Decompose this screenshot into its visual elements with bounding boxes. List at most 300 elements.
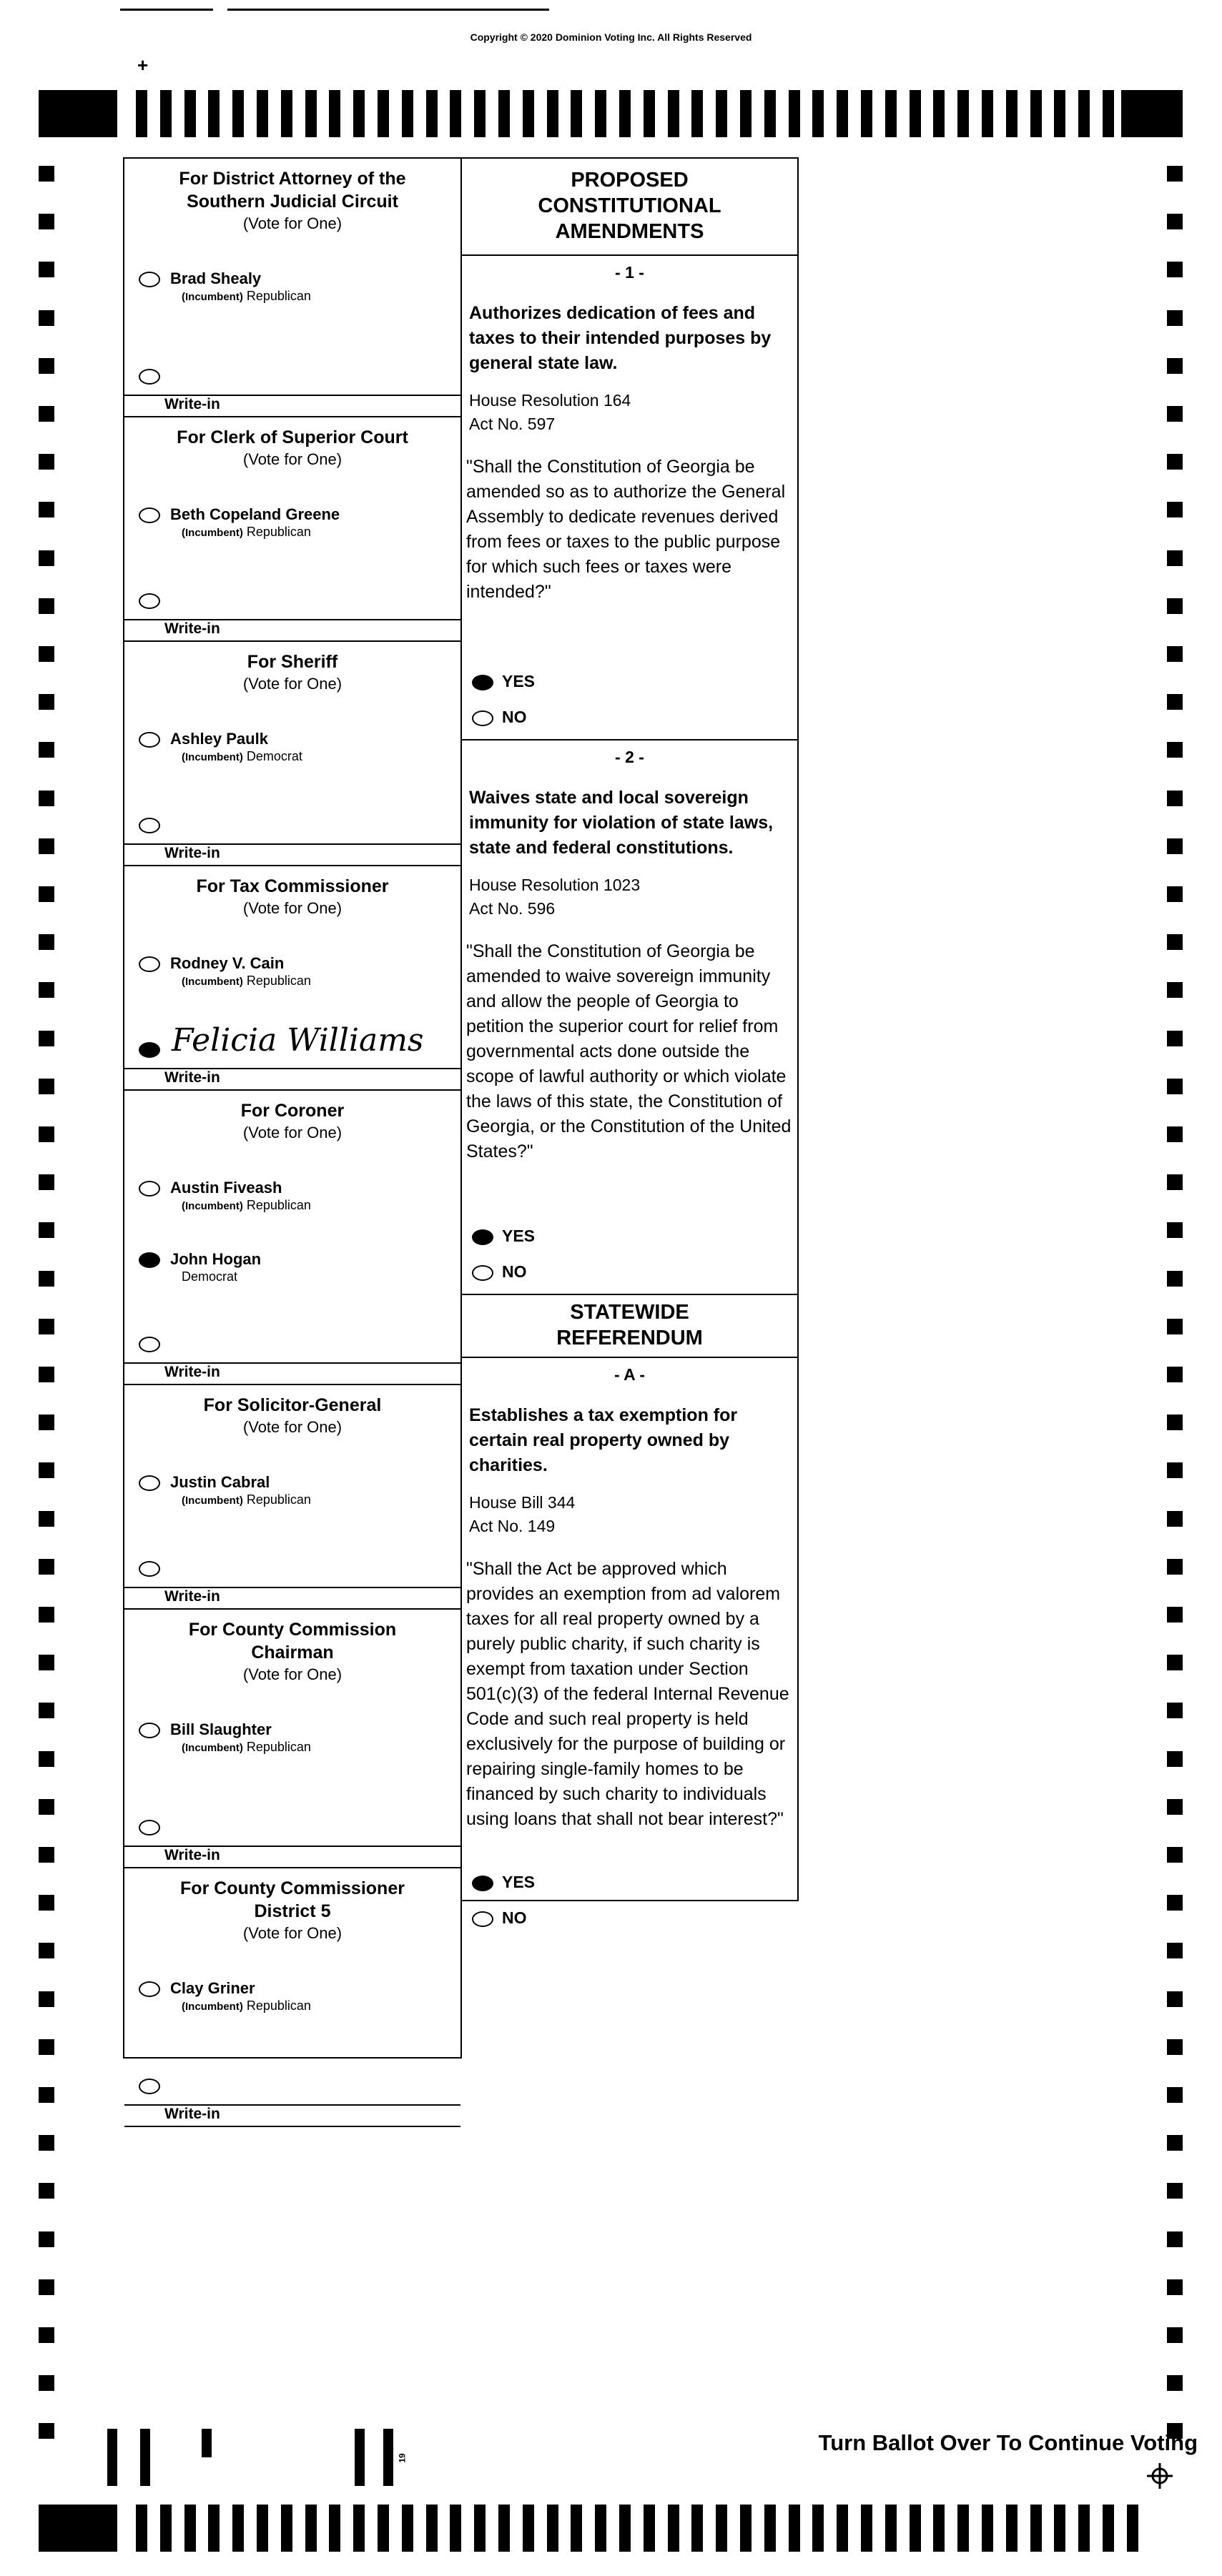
timing-mark (160, 2505, 172, 2552)
timing-mark (329, 90, 340, 137)
side-timing-mark (39, 886, 54, 902)
timing-mark (861, 2505, 872, 2552)
side-timing-mark (1167, 1222, 1183, 1238)
side-timing-mark (39, 982, 54, 998)
timing-mark (764, 90, 776, 137)
side-timing-mark (1167, 1607, 1183, 1623)
option-no[interactable] (462, 702, 797, 738)
write-in-label: Write-in (164, 1364, 220, 1380)
timing-mark (595, 90, 606, 137)
write-in-label: Write-in (164, 845, 220, 861)
side-timing-mark (39, 2087, 54, 2103)
side-timing-mark (1167, 838, 1183, 854)
contest (124, 1394, 460, 1610)
timing-mark (1054, 2505, 1065, 2552)
timing-mark (957, 90, 969, 137)
side-timing-mark (39, 262, 54, 277)
timing-mark (691, 90, 703, 137)
side-timing-mark (1167, 646, 1183, 662)
side-timing-mark (1167, 214, 1183, 229)
candidate-affiliation (182, 1269, 237, 1284)
side-timing-mark (1167, 742, 1183, 758)
timing-mark (837, 90, 848, 137)
incumbent-label: (Incumbent) (182, 976, 243, 988)
contest-title-line: For Coroner (240, 1101, 345, 1121)
side-timing-mark (39, 1895, 54, 1911)
candidate-affiliation (182, 749, 302, 764)
timing-mark (885, 90, 897, 137)
timing-block (1121, 90, 1183, 137)
vote-oval[interactable] (472, 675, 493, 690)
candidate-affiliation (182, 974, 311, 989)
contest-title (124, 167, 460, 213)
vote-oval[interactable] (139, 1981, 160, 1997)
side-timing-mark (1167, 406, 1183, 422)
timing-mark (353, 90, 365, 137)
reference-line: Act No. 149 (469, 1517, 556, 1535)
side-timing-mark (1167, 1174, 1183, 1190)
contest (124, 1877, 460, 2127)
side-timing-mark (39, 358, 54, 374)
timing-mark (716, 90, 727, 137)
side-timing-mark (1167, 598, 1183, 614)
vote-oval[interactable] (472, 1876, 493, 1891)
header-line: CONSTITUTIONAL (538, 194, 721, 217)
incumbent-label: (Incumbent) (182, 1495, 243, 1507)
timing-mark (257, 2505, 268, 2552)
timing-mark (450, 2505, 461, 2552)
timing-mark (595, 2505, 606, 2552)
timing-mark (547, 90, 558, 137)
contest (124, 426, 460, 642)
reference-line: Act No. 597 (469, 415, 556, 433)
side-timing-mark (1167, 2375, 1183, 2391)
vote-for-instruction: (Vote for One) (242, 1418, 343, 1436)
side-timing-mark (39, 166, 54, 182)
incumbent-label: (Incumbent) (182, 527, 243, 539)
timing-mark (232, 2505, 244, 2552)
side-timing-mark (39, 502, 54, 517)
timing-mark (910, 2505, 921, 2552)
side-timing-mark (39, 1462, 54, 1478)
side-timing-mark (1167, 262, 1183, 277)
candidate-name: Bill Slaughter (170, 1720, 272, 1738)
party-label: Republican (246, 1740, 311, 1754)
side-timing-mark (1167, 2039, 1183, 2055)
timing-mark (910, 90, 921, 137)
vote-oval[interactable] (472, 1911, 493, 1927)
timing-mark (474, 2505, 486, 2552)
side-timing-mark (39, 742, 54, 758)
timing-mark (885, 2505, 897, 2552)
timing-mark (1030, 90, 1042, 137)
candidate-name: Beth Copeland Greene (170, 505, 340, 523)
contest-title (124, 1099, 460, 1122)
timing-mark (378, 90, 389, 137)
write-in-oval[interactable] (139, 1337, 160, 1352)
side-timing-mark (1167, 1319, 1183, 1334)
timing-mark (1103, 2505, 1114, 2552)
side-timing-mark (1167, 358, 1183, 374)
side-timing-mark (1167, 454, 1183, 470)
write-in-oval[interactable] (139, 1561, 160, 1577)
incumbent-label: (Incumbent) (182, 1200, 243, 1212)
side-timing-mark (1167, 1799, 1183, 1815)
reference-line: House Resolution 1023 (469, 876, 641, 894)
side-timing-mark (39, 791, 54, 806)
option-no[interactable] (462, 1903, 797, 1938)
candidate-affiliation (182, 289, 311, 304)
timing-mark (861, 90, 872, 137)
side-timing-mark (39, 1559, 54, 1575)
timing-mark (1127, 2505, 1138, 2552)
question-number: - 2 - (615, 748, 644, 766)
side-timing-mark (39, 214, 54, 229)
option-yes[interactable] (462, 1867, 797, 1903)
vote-oval[interactable] (472, 1229, 493, 1245)
referendum-header (462, 1295, 797, 1358)
side-timing-mark (1167, 1462, 1183, 1478)
timing-mark (426, 90, 438, 137)
side-timing-mark (39, 310, 54, 326)
side-timing-mark (1167, 2135, 1183, 2151)
reference-line: House Bill 344 (469, 1493, 576, 1512)
reference-line: Act No. 596 (469, 899, 556, 918)
side-timing-mark (39, 1319, 54, 1334)
side-timing-mark (39, 2039, 54, 2055)
timing-mark (281, 90, 292, 137)
side-timing-mark (39, 694, 54, 710)
timing-mark (933, 90, 945, 137)
timing-mark (740, 90, 752, 137)
side-timing-mark (39, 1847, 54, 1863)
vote-oval[interactable] (139, 1475, 160, 1491)
contest-title-line: For Tax Commissioner (196, 876, 389, 896)
copyright-notice: Copyright © 2020 Dominion Voting Inc. All Rights Reserved (470, 31, 752, 43)
side-timing-mark (1167, 310, 1183, 326)
side-timing-mark (1167, 1655, 1183, 1670)
header-line: PROPOSED (571, 169, 689, 192)
incumbent-label: (Incumbent) (182, 2001, 243, 2013)
party-label: Democrat (182, 1269, 238, 1284)
write-in-label: Write-in (164, 396, 220, 412)
question-summary: Establishes a tax exemption for certain real property owned by charities. (469, 1405, 738, 1475)
side-timing-mark (1167, 1415, 1183, 1430)
contest-title-line: Chairman (251, 1643, 334, 1663)
header-line: AMENDMENTS (555, 220, 704, 243)
option-label: NO (502, 708, 527, 726)
write-in-oval[interactable] (139, 369, 160, 385)
code-mark (202, 2429, 212, 2457)
question-text: "Shall the Act be approved which provides an exemption from ad valorem taxes for all real property owned by a purely public charity, if such charity is exempt from taxation under Section 501(c)(3) of the federal Internal Revenue Code and such real property is held exclusively for the purpose of building or repairing single-family homes to be financed by such charity to individuals using loans that shall not bear interest?" (466, 1559, 789, 1829)
question-number: - A - (614, 1365, 645, 1384)
referendum-a (462, 1365, 797, 1944)
contest-title (124, 650, 460, 673)
questions-column (460, 157, 799, 1927)
side-timing-mark (1167, 1511, 1183, 1527)
reference-line: House Resolution 164 (469, 391, 631, 410)
vote-for-instruction: (Vote for One) (242, 450, 343, 468)
option-yes[interactable] (462, 1221, 797, 1257)
question-summary: Authorizes dedication of fees and taxes to their intended purposes by general state law. (469, 303, 772, 373)
candidate-name: Clay Griner (170, 1979, 255, 1997)
write-in-label: Write-in (164, 2106, 220, 2122)
write-in-label: Write-in (164, 1847, 220, 1863)
contest-title-line: For County Commission (188, 1620, 397, 1640)
amendment-2 (462, 748, 797, 1295)
candidate-affiliation (182, 1492, 311, 1507)
registration-plus: + (137, 54, 149, 76)
side-timing-mark (39, 1799, 54, 1815)
side-timing-mark (1167, 1847, 1183, 1863)
contest (124, 875, 460, 1091)
contest-title-line: For Solicitor-General (203, 1395, 382, 1415)
timing-mark (933, 2505, 945, 2552)
amendment-1 (462, 263, 797, 740)
side-timing-mark (1167, 1031, 1183, 1046)
option-label: YES (502, 1873, 536, 1891)
question-reference (469, 873, 790, 921)
timing-mark (498, 2505, 510, 2552)
option-label: YES (502, 672, 536, 690)
side-timing-mark (39, 550, 54, 566)
timing-mark (232, 90, 244, 137)
timing-mark (1006, 90, 1017, 137)
contest-title (124, 1618, 460, 1664)
side-timing-mark (1167, 2231, 1183, 2247)
question-reference (469, 1491, 790, 1538)
code-mark (107, 2429, 117, 2486)
side-timing-mark (39, 2423, 54, 2439)
candidate-name: Justin Cabral (170, 1473, 270, 1491)
page-code: 19 (397, 2453, 408, 2463)
candidate-name: Austin Fiveash (170, 1179, 282, 1197)
timing-mark (812, 2505, 824, 2552)
contest-title-line: Southern Judicial Circuit (187, 192, 398, 212)
vote-for-instruction: (Vote for One) (242, 1924, 343, 1942)
timing-mark (523, 90, 534, 137)
party-label: Republican (246, 525, 311, 539)
timing-mark (523, 2505, 534, 2552)
timing-mark (837, 2505, 848, 2552)
side-timing-mark (1167, 502, 1183, 517)
side-timing-mark (1167, 1079, 1183, 1094)
side-timing-mark (39, 1943, 54, 1958)
side-timing-mark (39, 406, 54, 422)
timing-mark (184, 2505, 196, 2552)
side-timing-mark (1167, 1751, 1183, 1767)
side-timing-mark (39, 838, 54, 854)
header-line: REFERENDUM (556, 1327, 703, 1349)
timing-mark (136, 90, 147, 137)
side-timing-mark (39, 1655, 54, 1670)
timing-block (39, 90, 117, 137)
timing-mark (668, 2505, 679, 2552)
vote-oval[interactable] (139, 1252, 160, 1268)
vote-oval[interactable] (139, 272, 160, 287)
timing-mark (1078, 2505, 1090, 2552)
timing-mark (619, 90, 631, 137)
timing-mark (208, 2505, 220, 2552)
vote-for-instruction: (Vote for One) (242, 1665, 343, 1683)
contest-title-line: For Clerk of Superior Court (177, 427, 408, 447)
incumbent-label: (Incumbent) (182, 751, 243, 763)
side-timing-mark (39, 2231, 54, 2247)
timing-mark (1006, 2505, 1017, 2552)
timing-mark (353, 2505, 365, 2552)
timing-mark (619, 2505, 631, 2552)
timing-mark (474, 90, 486, 137)
top-timing-marks (0, 90, 1222, 142)
side-timing-mark (39, 1367, 54, 1382)
timing-mark (184, 90, 196, 137)
candidate-affiliation (182, 1998, 311, 2013)
side-timing-mark (1167, 1703, 1183, 1718)
candidate-affiliation (182, 1198, 311, 1213)
side-timing-mark (39, 934, 54, 950)
write-in-label: Write-in (164, 1069, 220, 1086)
side-timing-mark (39, 2279, 54, 2295)
timing-mark (402, 2505, 413, 2552)
vote-oval[interactable] (139, 507, 160, 523)
vote-oval[interactable] (472, 710, 493, 726)
side-timing-mark (39, 1174, 54, 1190)
side-timing-mark (39, 1222, 54, 1238)
side-timing-mark (39, 1751, 54, 1767)
contest-title (124, 426, 460, 449)
timing-mark (1054, 90, 1065, 137)
side-timing-mark (1167, 1559, 1183, 1575)
side-timing-mark (39, 1607, 54, 1623)
contest-title (124, 1877, 460, 1923)
timing-mark (208, 90, 220, 137)
vote-oval[interactable] (472, 1265, 493, 1281)
timing-mark (1078, 90, 1090, 137)
side-timing-mark (39, 1511, 54, 1527)
code-mark (355, 2429, 365, 2486)
option-label: YES (502, 1227, 536, 1245)
side-timing-mark (1167, 2279, 1183, 2295)
side-timing-mark (1167, 2183, 1183, 2199)
side-timing-mark (39, 454, 54, 470)
question-reference (469, 389, 790, 436)
candidate-name: Brad Shealy (170, 269, 262, 287)
party-label: Republican (246, 1998, 311, 2013)
side-timing-mark (39, 1031, 54, 1046)
side-timing-mark (39, 1126, 54, 1142)
timing-mark (402, 90, 413, 137)
write-in-oval[interactable] (139, 818, 160, 833)
timing-mark (982, 90, 993, 137)
vote-oval[interactable] (139, 956, 160, 972)
vote-for-instruction: (Vote for One) (242, 675, 343, 693)
timing-mark (329, 2505, 340, 2552)
side-timing-mark (39, 2135, 54, 2151)
code-mark (140, 2429, 150, 2486)
vote-for-instruction: (Vote for One) (242, 1124, 343, 1141)
candidate-affiliation (182, 525, 311, 540)
side-timing-mark (39, 1079, 54, 1094)
candidate-name: John Hogan (170, 1250, 262, 1268)
timing-mark (644, 90, 655, 137)
side-timing-mark (39, 1703, 54, 1718)
party-label: Republican (246, 1492, 311, 1507)
write-in-oval[interactable] (139, 2079, 160, 2094)
side-timing-mark (39, 1271, 54, 1287)
write-in-oval[interactable] (139, 1820, 160, 1836)
write-in-handwriting: Felicia Williams (172, 1022, 424, 1059)
timing-mark (1030, 2505, 1042, 2552)
side-timing-mark (39, 598, 54, 614)
contest-title (124, 1394, 460, 1417)
question-number: - 1 - (615, 263, 644, 282)
header-line: STATEWIDE (570, 1301, 689, 1324)
candidate-name: Ashley Paulk (170, 730, 268, 748)
candidate-affiliation (182, 1740, 311, 1755)
timing-mark (789, 90, 800, 137)
timing-mark (740, 2505, 752, 2552)
write-in-oval[interactable] (139, 593, 160, 609)
contest-title (124, 875, 460, 898)
incumbent-label: (Incumbent) (182, 1742, 243, 1754)
side-timing-mark (39, 1415, 54, 1430)
side-timing-mark (1167, 1895, 1183, 1911)
side-timing-mark (1167, 2087, 1183, 2103)
side-timing-mark (1167, 791, 1183, 806)
vote-oval[interactable] (139, 1723, 160, 1738)
option-no[interactable] (462, 1257, 797, 1292)
contest (124, 1099, 460, 1385)
option-label: NO (502, 1262, 527, 1281)
party-label: Democrat (246, 749, 302, 763)
party-label: Republican (246, 289, 311, 303)
turn-over-instruction: Turn Ballot Over To Continue Voting (818, 2430, 1198, 2455)
side-timing-mark (1167, 1367, 1183, 1382)
timing-mark (789, 2505, 800, 2552)
vote-oval[interactable] (139, 732, 160, 748)
timing-mark (668, 90, 679, 137)
vote-for-instruction: (Vote for One) (242, 899, 343, 917)
contest (124, 650, 460, 866)
write-in-label: Write-in (164, 620, 220, 637)
candidate-name: Rodney V. Cain (170, 954, 285, 972)
timing-mark (547, 2505, 558, 2552)
timing-mark (450, 90, 461, 137)
side-timing-mark (1167, 2327, 1183, 2343)
question-text: "Shall the Constitution of Georgia be amended so as to authorize the General Assembly to dedicate revenues derived from fees or taxes to the public purpose for which such fees or taxes were intended?" (466, 457, 786, 602)
vote-oval[interactable] (139, 1181, 160, 1197)
party-label: Republican (246, 1198, 311, 1212)
side-timing-mark (1167, 886, 1183, 902)
side-timing-mark (39, 2375, 54, 2391)
bottom-timing-marks (0, 2505, 1222, 2556)
top-rule-left (120, 9, 213, 11)
timing-mark (426, 2505, 438, 2552)
party-label: Republican (246, 974, 311, 988)
contest (124, 1618, 460, 1868)
side-timing-mark (1167, 1271, 1183, 1287)
timing-mark (957, 2505, 969, 2552)
option-yes[interactable] (462, 666, 797, 702)
timing-mark (691, 2505, 703, 2552)
timing-mark (812, 90, 824, 137)
write-in-oval[interactable] (139, 1042, 160, 1058)
timing-mark (257, 90, 268, 137)
side-timing-mark (1167, 1126, 1183, 1142)
timing-mark (1103, 90, 1114, 137)
side-timing-mark (1167, 166, 1183, 182)
timing-mark (982, 2505, 993, 2552)
